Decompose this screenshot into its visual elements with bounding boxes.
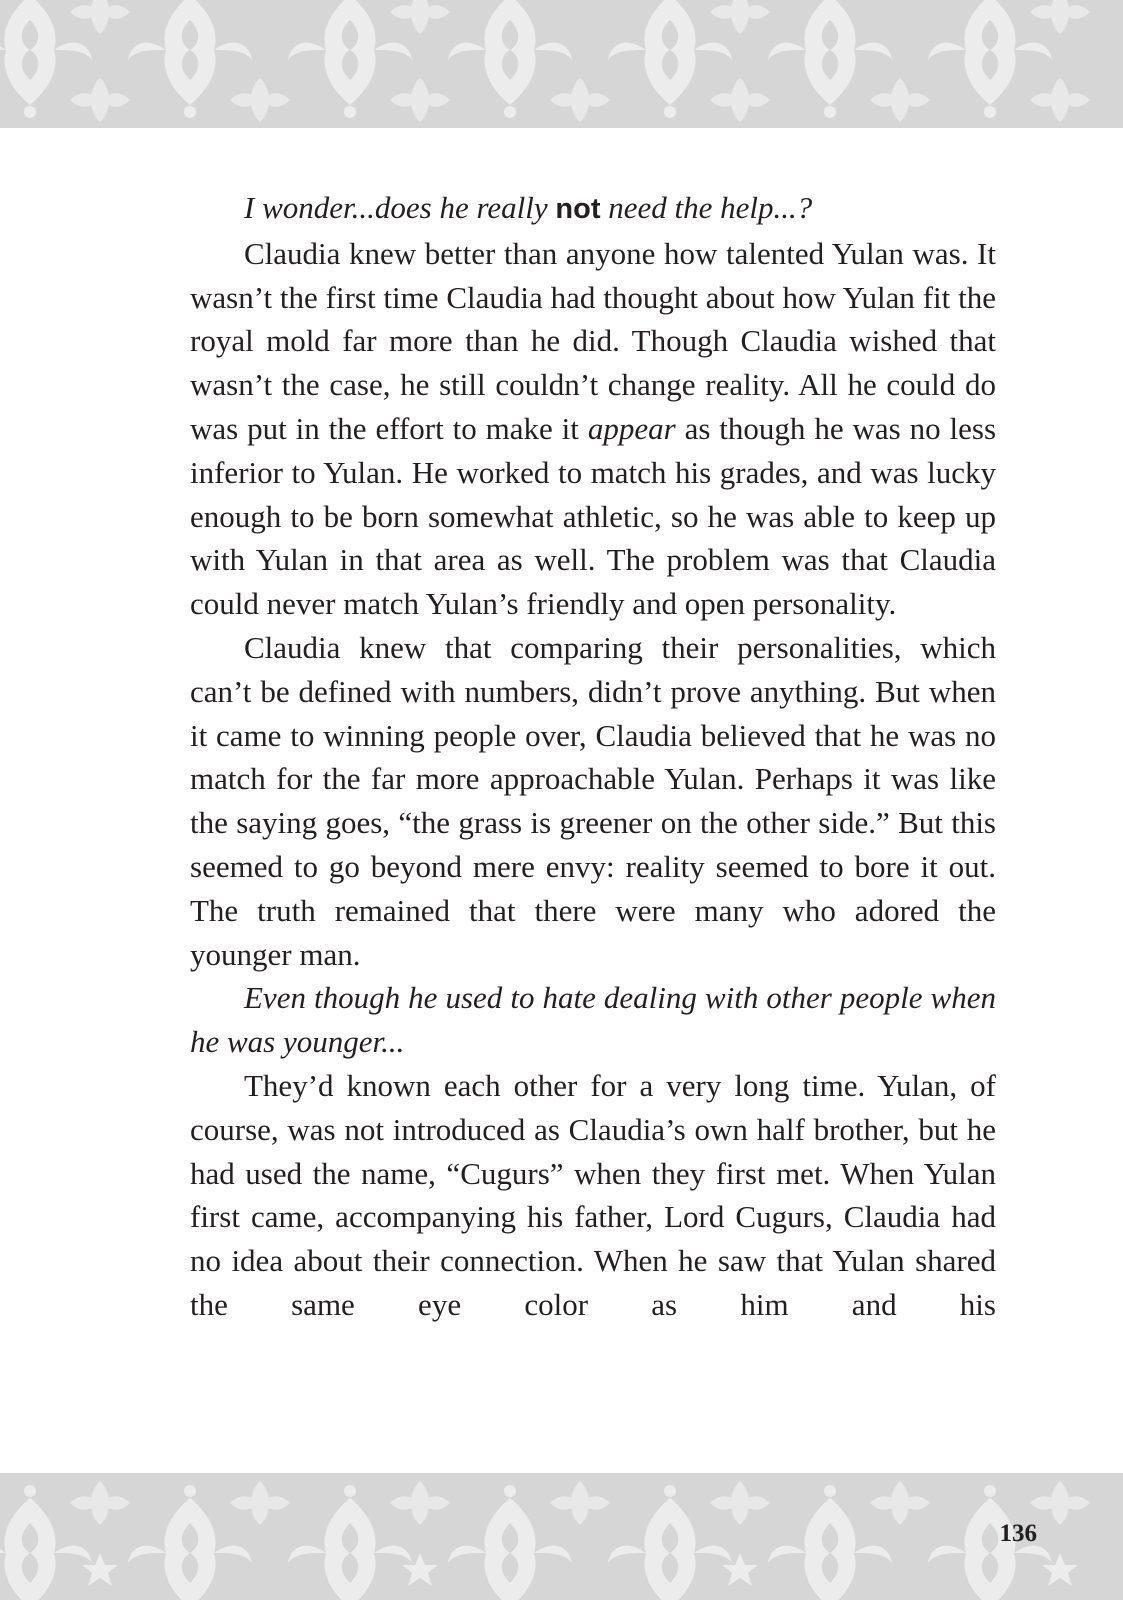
paragraph <box>190 626 996 976</box>
text-segment: I wonder...does he really <box>244 190 556 225</box>
text-segment: They’d known each other for a very long time. Yulan, of course, was not introduced as Claudia’s own half brother, but he had used the name, “Cugurs” when they first met. When Yulan first came, accompanying his father, Lord Cugurs, Claudia had no idea about their connection. When he saw that Yulan shared the same eye color as him and his <box>190 1067 996 1322</box>
body-text <box>190 186 996 1327</box>
star-ornaments <box>82 1553 1078 1586</box>
text-segment: Claudia knew better than anyone how talented Yulan was. It wasn’t the first time Claudia had thought about how Yulan fit the royal mold far more than he did. Though Claudia wished that wasn’t the case, he still couldn’t change reality. All he could do was put in the effort to make it <box>190 235 996 446</box>
damask-pattern-bottom <box>0 1473 1123 1600</box>
damask-header-band <box>0 0 1123 128</box>
text-segment: as though he was no less inferior to Yulan. He worked to match his grades, and was lucky enough to be born somewhat athletic, so he was able to keep up with Yulan in that area as well. The problem was that Claudia could never match Yulan’s friendly and open personality. <box>190 410 997 622</box>
text-segment: Claudia knew that comparing their personalities, which can’t be defined with numbers, didn’t prove anything. But when it came to winning people over, Claudia believed that he was no match for the far more approachable Yulan. Perhaps it was like the saying goes, “the grass is greener on the other side.” But this seemed to go beyond mere envy: reality seemed to bore it out. The truth remained that there were many who adored the younger man. <box>190 629 996 972</box>
text-segment: Even though he used to hate dealing with other people when he was younger... <box>190 980 996 1060</box>
paragraph-italic-thought <box>190 976 996 1064</box>
paragraph <box>190 232 996 626</box>
paragraph-italic-thought <box>190 186 996 232</box>
paragraph <box>190 1064 996 1327</box>
text-segment-emphasis: appear <box>587 410 676 446</box>
text-segment: need the help...? <box>600 190 813 225</box>
page-number: 136 <box>999 1520 1037 1547</box>
damask-pattern-top <box>0 0 1123 128</box>
text-segment-emphasis: not <box>555 193 601 225</box>
damask-footer-band <box>0 1473 1123 1600</box>
